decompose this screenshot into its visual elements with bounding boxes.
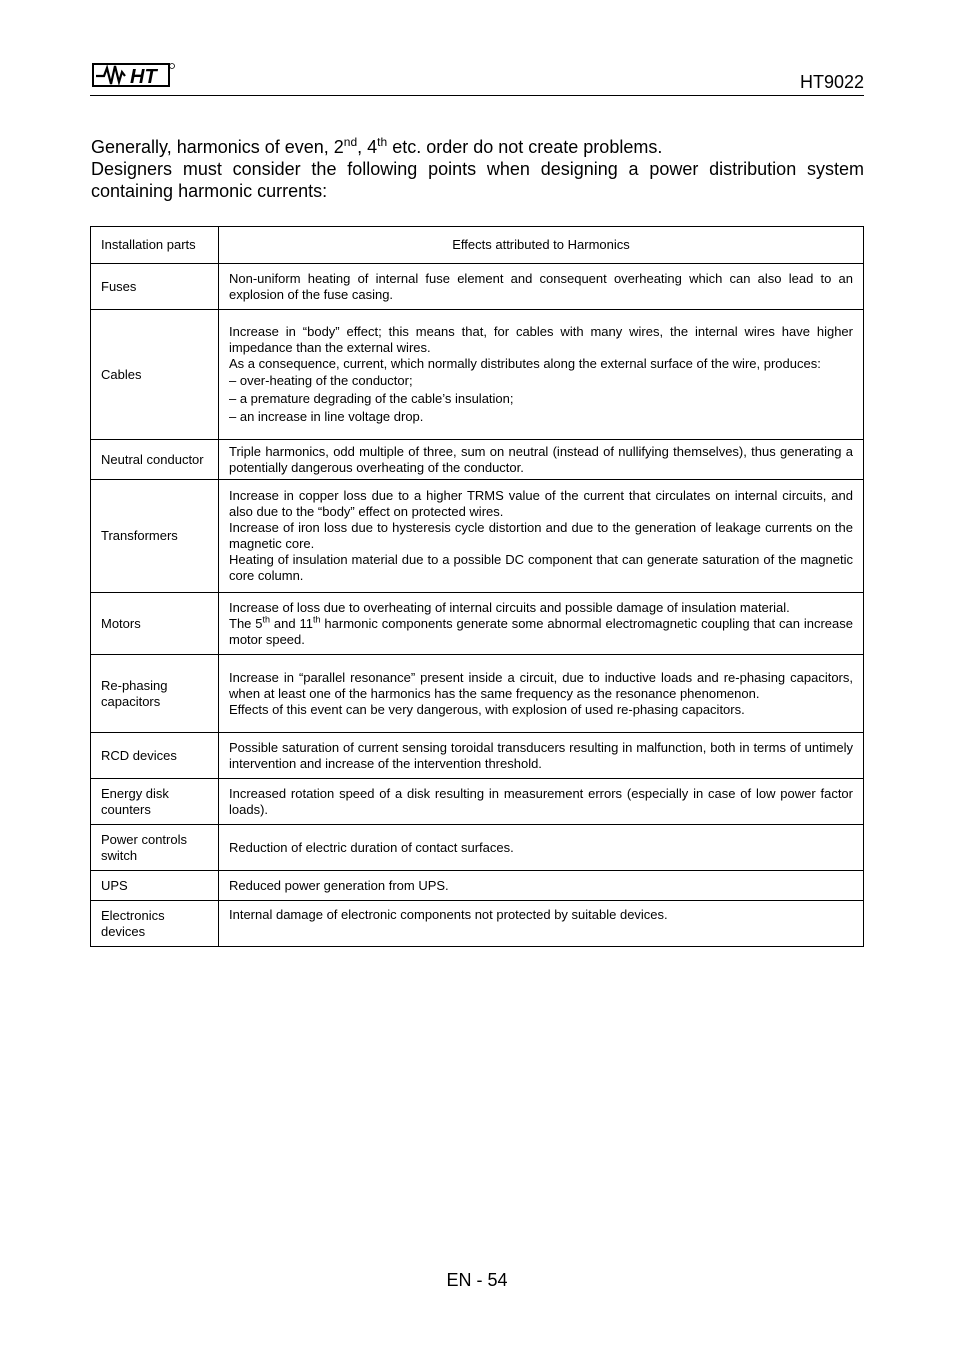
row-effect: Reduction of electric duration of contact surfaces. bbox=[219, 825, 864, 871]
row-effect: Possible saturation of current sensing toroidal transducers resulting in malfunction, both in terms of untimely intervention and increase of the intervention threshold. bbox=[219, 733, 864, 779]
table-row bbox=[91, 480, 864, 593]
table-row bbox=[91, 901, 864, 947]
header-installation-parts: Installation parts bbox=[91, 227, 219, 264]
page-number: EN - 54 bbox=[446, 1270, 508, 1290]
table-row bbox=[91, 593, 864, 655]
table-row bbox=[91, 310, 864, 440]
row-effect: Reduced power generation from UPS. bbox=[219, 871, 864, 901]
intro-paragraph-2: Designers must consider the following points when designing a power distribution system containing harmonic currents: bbox=[91, 159, 864, 201]
table-row bbox=[91, 655, 864, 733]
row-effect: Increase in copper loss due to a higher TRMS value of the current that circulates on internal circuits, and also due to the “body” effect on protected wires. Increase of iron loss due to hysteresis cycle distortion and due to the generation of leakage currents on the magnetic core. Heating of insulation material due to a possible DC component that can generate saturation of the magnetic core column. bbox=[219, 480, 864, 593]
table-row bbox=[91, 825, 864, 871]
table-header-row bbox=[91, 227, 864, 264]
row-part: Neutral conductor bbox=[91, 440, 219, 480]
row-effect: Increase in “parallel resonance” present inside a circuit, due to inductive loads and re-phasing capacitors, when at least one of the harmonics has the same frequency as the resonance phenomenon. Effects of this event can be very dangerous, with explosion of used re-phasing capacitors. bbox=[219, 655, 864, 733]
header-effects: Effects attributed to Harmonics bbox=[219, 227, 864, 264]
row-effect: Triple harmonics, odd multiple of three, sum on neutral (instead of nullifying themselves), thus generating a potentially dangerous overheating of the conductor. bbox=[219, 440, 864, 480]
row-part: UPS bbox=[91, 871, 219, 901]
row-effect: Increased rotation speed of a disk resulting in measurement errors (especially in case of low power factor loads). bbox=[219, 779, 864, 825]
row-part: Re-phasing capacitors bbox=[91, 655, 219, 733]
row-effect: Non-uniform heating of internal fuse element and consequent overheating which can also lead to an explosion of the fuse casing. bbox=[219, 264, 864, 310]
row-effect: Increase of loss due to overheating of internal circuits and possible damage of insulation material. The 5th and 11th harmonic components generate some abnormal electromagnetic coupling that can increase motor speed. bbox=[219, 593, 864, 655]
row-part: Transformers bbox=[91, 480, 219, 593]
intro-text bbox=[91, 136, 864, 202]
page-header bbox=[90, 60, 864, 96]
row-part: Motors bbox=[91, 593, 219, 655]
table-row bbox=[91, 871, 864, 901]
table-row bbox=[91, 733, 864, 779]
row-effect: Increase in “body” effect; this means that, for cables with many wires, the internal wires have higher impedance than the external wires. As a consequence, current, which normally distributes along the external surface of the wire, produces: – over-heating of the conductor; – a premature degrading of the cable’s insulation; – an increase in line voltage drop. bbox=[219, 310, 864, 440]
row-part: Energy disk counters bbox=[91, 779, 219, 825]
row-part: Power controls switch bbox=[91, 825, 219, 871]
row-part: RCD devices bbox=[91, 733, 219, 779]
table-row bbox=[91, 779, 864, 825]
motor-harmonics-line: The 5th and 11th harmonic components generate some abnormal electromagnetic coupling that can increase motor speed. bbox=[229, 614, 853, 647]
document-code: HT9022 bbox=[799, 72, 864, 92]
row-part: Electronics devices bbox=[91, 901, 219, 947]
table-row bbox=[91, 264, 864, 310]
ht-logo bbox=[92, 60, 176, 90]
row-part: Fuses bbox=[91, 264, 219, 310]
harmonics-effects-table bbox=[90, 226, 864, 947]
row-part: Cables bbox=[91, 310, 219, 440]
intro-line-1: Generally, harmonics of even, 2nd, 4th etc. order do not create problems. bbox=[91, 135, 663, 157]
logo-text: HT bbox=[130, 66, 157, 88]
table-row bbox=[91, 440, 864, 480]
row-effect: Internal damage of electronic components not protected by suitable devices. bbox=[219, 901, 864, 947]
